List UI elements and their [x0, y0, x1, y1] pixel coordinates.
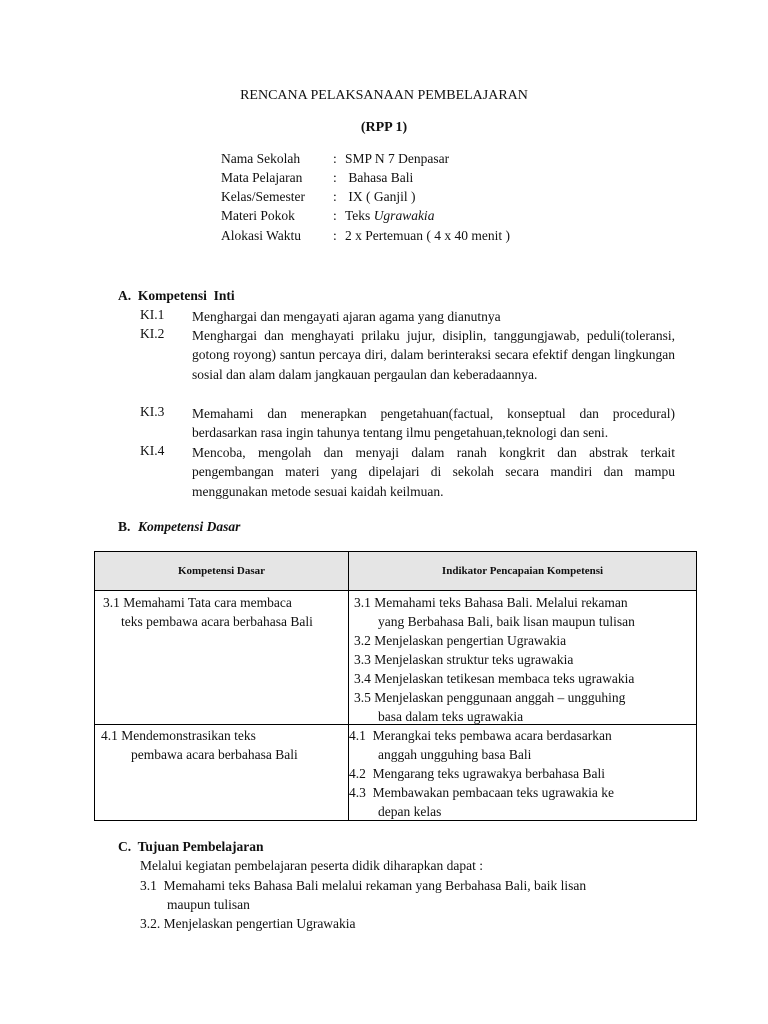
section-c-heading: C. Tujuan Pembelajaran — [118, 839, 264, 854]
identity-value-italic: Ugrawakia — [373, 208, 435, 223]
identity-label: Kelas/Semester — [221, 189, 305, 204]
section-b-letter: B. — [118, 519, 131, 534]
ki-code: KI.3 — [140, 404, 165, 419]
indicator-line: 4.3 Membawakan pembacaan teks ugrawakia ke — [349, 785, 615, 800]
kd-line: 4.1 Mendemonstrasikan teks — [101, 728, 256, 743]
table-row — [95, 591, 697, 725]
table-header: Kompetensi Dasar — [95, 552, 349, 591]
identity-value-plain: Teks — [345, 208, 374, 223]
indicator-line: 3.5 Menjelaskan penggunaan anggah – ungguhing — [354, 690, 626, 705]
kd-line: pembawa acara berbahasa Bali — [131, 747, 298, 762]
ki-code: KI.1 — [140, 307, 165, 322]
section-a-heading: A. Kompetensi Inti — [118, 288, 235, 303]
section-c-intro: Melalui kegiatan pembelajaran peserta didik diharapkan dapat : — [140, 858, 483, 873]
table-cell-kd — [95, 591, 349, 725]
table-cell-indicator — [349, 591, 697, 725]
section-b-heading: Kompetensi Dasar — [138, 519, 241, 534]
ki-code: KI.4 — [140, 443, 165, 458]
indicator-line: basa dalam teks ugrawakia — [378, 709, 524, 724]
tujuan-line: maupun tulisan — [167, 897, 250, 912]
identity-value — [345, 208, 434, 224]
indicator-line: 4.1 Merangkai teks pembawa acara berdasarkan — [349, 728, 612, 743]
document-subtitle: (RPP 1) — [360, 120, 408, 135]
tujuan-line: 3.1 Memahami teks Bahasa Bali melalui rekaman yang Berbahasa Bali, baik lisan — [140, 878, 587, 893]
ki-text: Menghargai dan menghayati prilaku jujur, disiplin, tanggungjawab, peduli(toleransi, gotong royong) santun percaya diri, dalam berinteraksi secara efektif dengan lingkungan sosial dan alam dalam jangkauan pergaulan dan keberadaannya. — [192, 328, 675, 382]
tujuan-line: 3.2. Menjelaskan pengertian Ugrawakia — [140, 916, 356, 931]
ki-text: Menghargai dan mengayati ajaran agama yang dianutnya — [192, 309, 501, 324]
table-header: Indikator Pencapaian Kompetensi — [349, 552, 697, 591]
indicator-line: 4.2 Mengarang teks ugrawakyа berbahasa Bali — [349, 766, 606, 781]
identity-label: Mata Pelajaran — [221, 170, 303, 185]
kd-line: teks pembawa acara berbahasa Bali — [121, 614, 313, 629]
identity-sep: : — [333, 151, 337, 166]
document-title: RENCANA PELAKSANAAN PEMBELAJARAN — [240, 88, 528, 103]
indicator-line: 3.1 Memahami teks Bahasa Bali. Melalui rekaman — [354, 595, 628, 610]
table-cell-indicator — [349, 725, 697, 821]
identity-sep: : — [333, 189, 337, 204]
indicator-line: 3.3 Menjelaskan struktur teks ugrawakia — [354, 652, 574, 667]
indicator-line: yang Berbahasa Bali, baik lisan maupun tulisan — [378, 614, 635, 629]
identity-label: Materi Pokok — [221, 208, 295, 223]
indicator-line: 3.2 Menjelaskan pengertian Ugrawakia — [354, 633, 567, 648]
identity-sep: : — [333, 228, 337, 243]
table-row — [95, 725, 697, 821]
table-header-row — [95, 552, 697, 591]
identity-value: IX ( Ganjil ) — [345, 189, 416, 204]
kompetensi-table — [94, 551, 697, 821]
table-cell-kd — [95, 725, 349, 821]
indicator-line: depan kelas — [378, 804, 442, 819]
identity-sep: : — [333, 170, 337, 185]
identity-value: 2 x Pertemuan ( 4 x 40 menit ) — [345, 228, 510, 243]
ki-text: Mencoba, mengolah dan menyaji dalam ranah kongkrit dan abstrak terkait pengembangan materi yang dipelajari di sekolah secara mandiri dan mampu menggunakan metode sesuai kaidah keilmuan. — [192, 445, 675, 499]
kd-line: 3.1 Memahami Tata cara membaca — [103, 595, 292, 610]
identity-label: Nama Sekolah — [221, 151, 301, 166]
indicator-line: 3.4 Menjelaskan tetikesan membaca teks ugrawakia — [354, 671, 635, 686]
ki-code: KI.2 — [140, 326, 165, 341]
identity-label: Alokasi Waktu — [221, 228, 302, 243]
identity-value: Bahasa Bali — [345, 170, 414, 185]
ki-text: Memahami dan menerapkan pengetahuan(factual, konseptual dan procedural) berdasarkan rasa ingin tahunya tentang ilmu pengetahuan,teknologi dan seni. — [192, 406, 675, 441]
indicator-line: anggah ungguhing basa Bali — [378, 747, 532, 762]
identity-sep: : — [333, 208, 337, 223]
identity-value: SMP N 7 Denpasar — [345, 151, 450, 166]
